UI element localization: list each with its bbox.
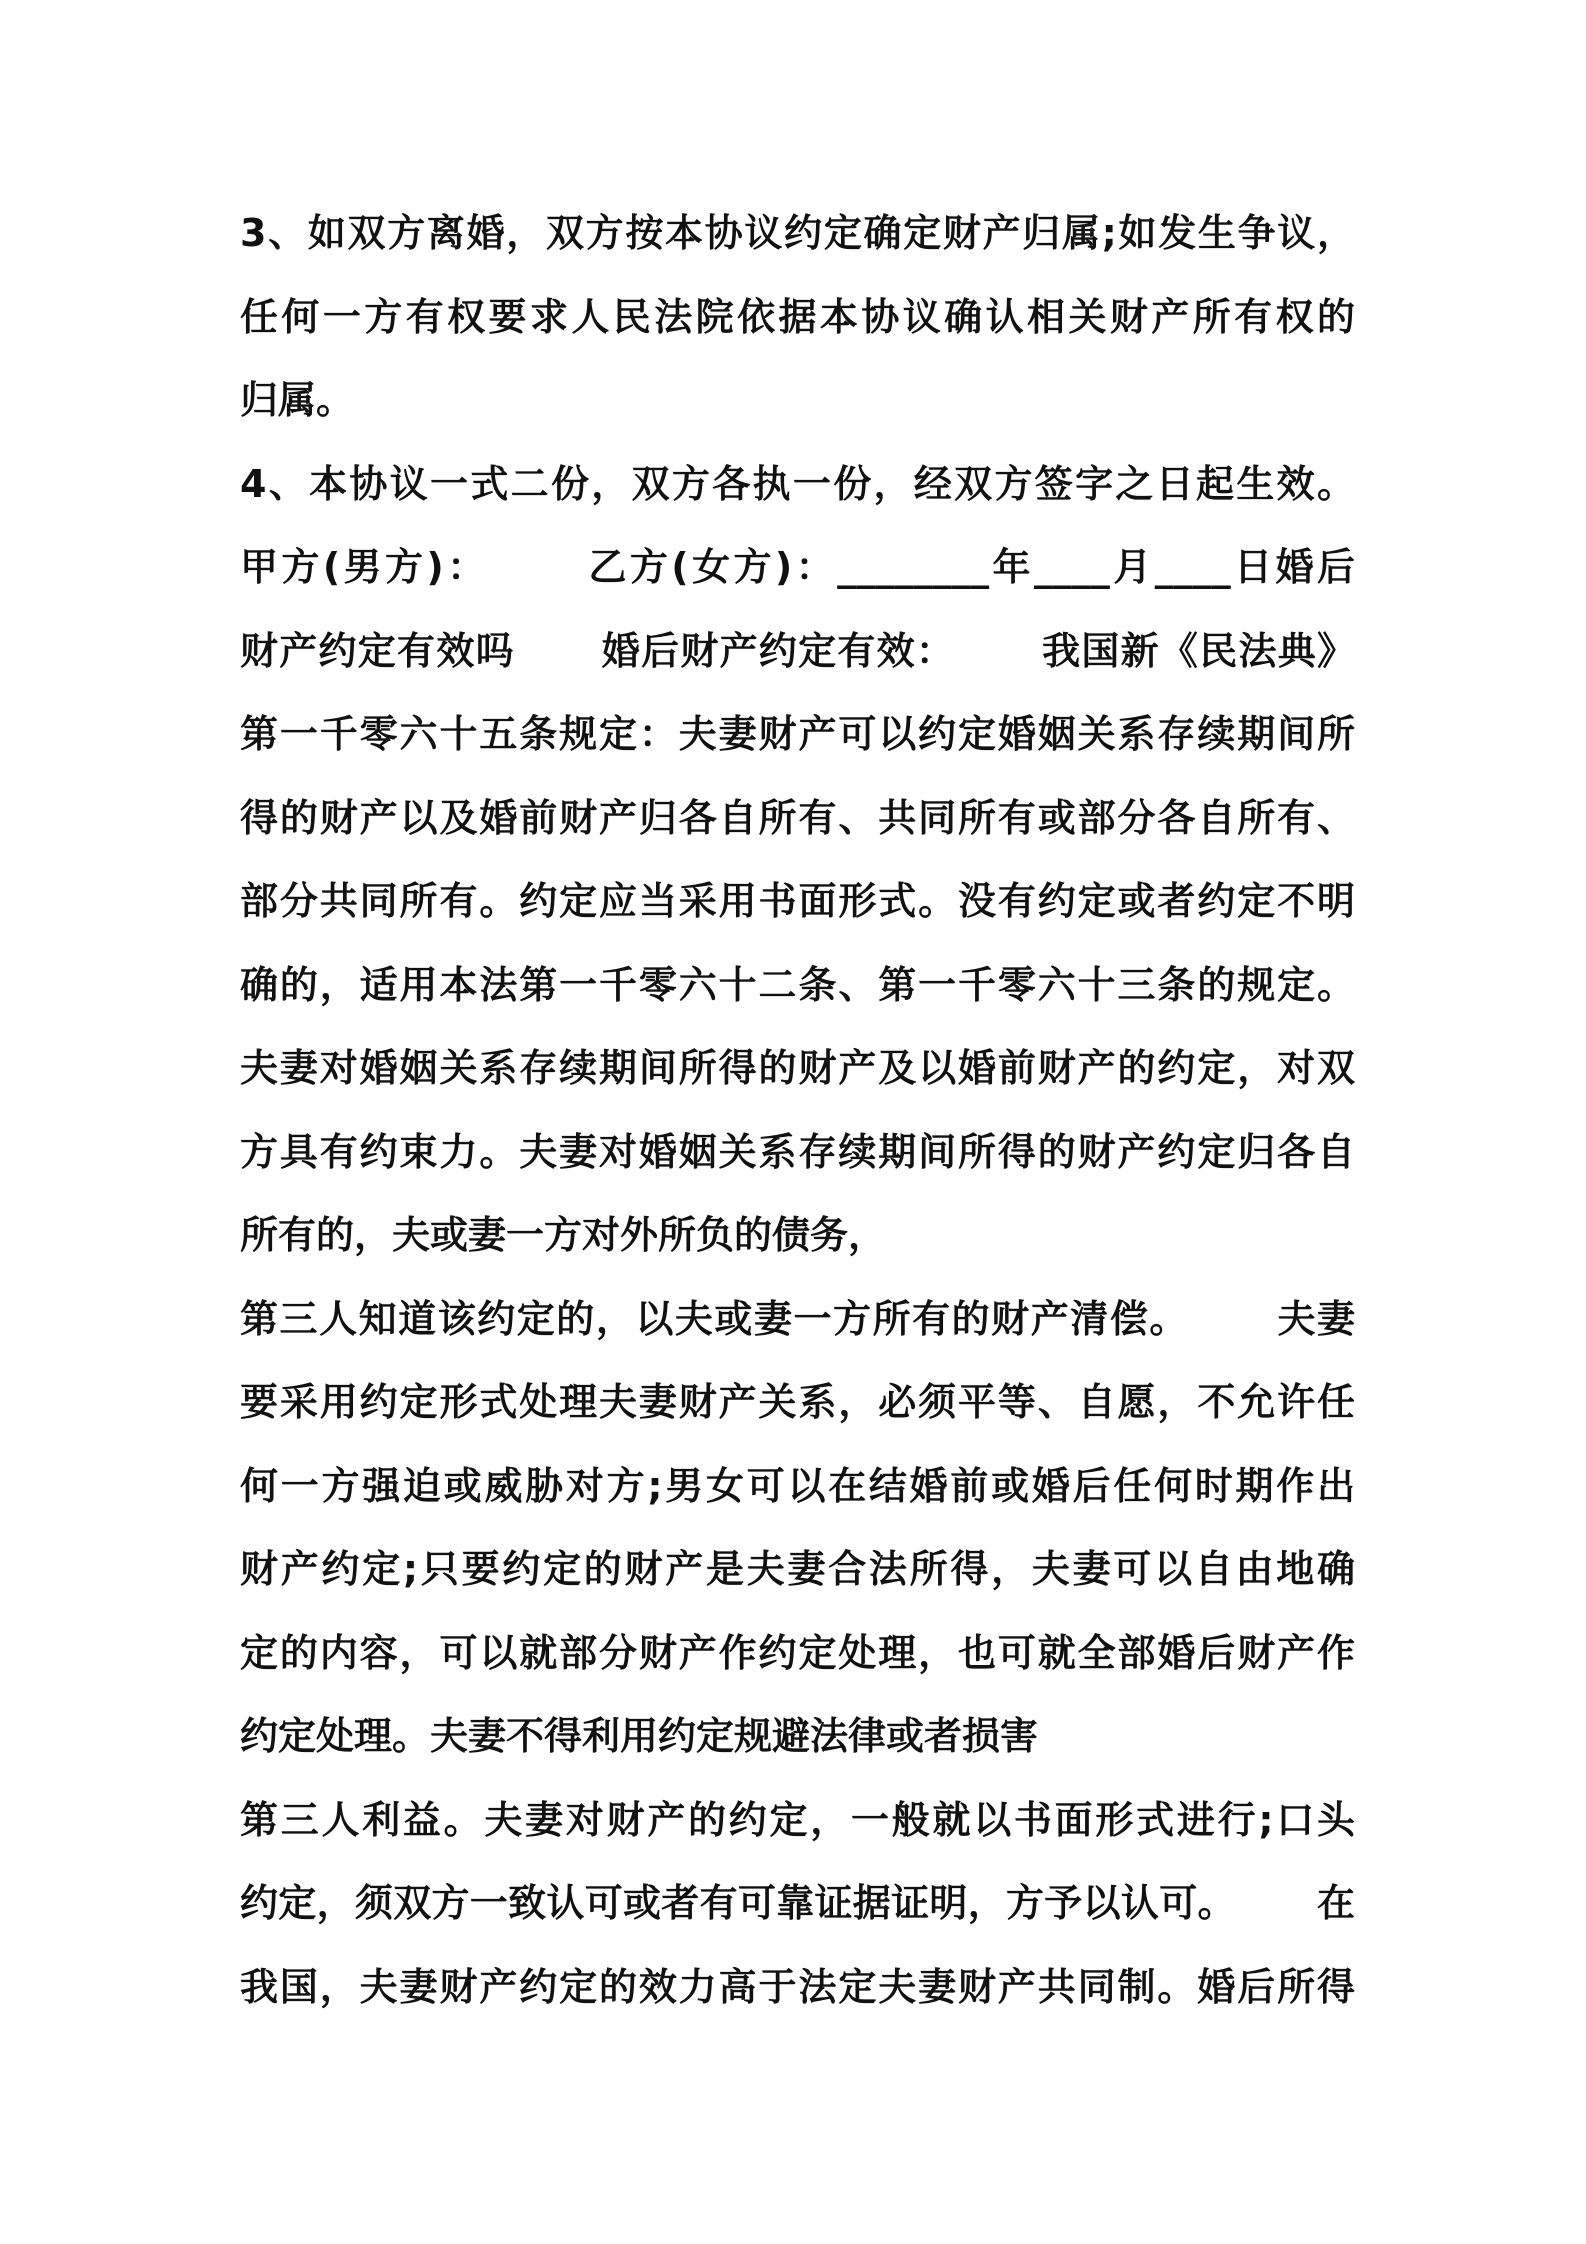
text-line-5: 甲方(男方)： 乙方(女方)：________年____月____日婚后 — [240, 545, 1355, 589]
text-line-19: 约定处理。夫妻不得利用约定规避法律或者损害 — [240, 1714, 1039, 1758]
text-line-18: 定的内容，可以就部分财产作约定处理，也可就全部婚后财产作 — [240, 1630, 1355, 1675]
text-line-6: 财产约定有效吗 婚后财产约定有效： 我国新《民法典》 — [240, 628, 1355, 673]
text-line-10: 确的，适用本法第一千零六十二条、第一千零六十三条的规定。 — [240, 962, 1355, 1007]
text-line-12: 方具有约束力。夫妻对婚姻关系存续期间所得的财产约定归各自 — [240, 1129, 1355, 1174]
body-text — [240, 192, 1355, 2029]
text-line-4: 4、本协议一式二份，双方各执一份，经双方签字之日起生效。 — [240, 461, 1355, 506]
text-line-14: 第三人知道该约定的，以夫或妻一方所有的财产清偿。 夫妻 — [240, 1296, 1355, 1341]
text-line-7: 第一千零六十五条规定：夫妻财产可以约定婚姻关系存续期间所 — [240, 712, 1355, 756]
text-line-21: 约定，须双方一致认可或者有可靠证据证明，方予以认可。 在 — [240, 1881, 1355, 1925]
text-line-3: 归属。 — [240, 378, 355, 422]
text-line-20: 第三人利益。夫妻对财产的约定，一般就以书面形式进行;口头 — [240, 1797, 1355, 1842]
text-line-15: 要采用约定形式处理夫妻财产关系，必须平等、自愿，不允许任 — [240, 1380, 1355, 1424]
text-line-1: 3、如双方离婚，双方按本协议约定确定财产归属;如发生争议， — [240, 211, 1355, 255]
text-line-17: 财产约定;只要约定的财产是夫妻合法所得，夫妻可以自由地确 — [240, 1547, 1355, 1591]
text-line-8: 得的财产以及婚前财产归各自所有、共同所有或部分各自所有、 — [240, 795, 1355, 840]
text-line-2: 任何一方有权要求人民法院依据本协议确认相关财产所有权的 — [240, 294, 1355, 339]
text-line-11: 夫妻对婚姻关系存续期间所得的财产及以婚前财产的约定，对双 — [240, 1046, 1355, 1090]
text-line-13: 所有的，夫或妻一方对外所负的债务， — [240, 1213, 887, 1257]
text-line-16: 何一方强迫或威胁对方;男女可以在结婚前或婚后任何时期作出 — [240, 1463, 1355, 1508]
text-line-22: 我国，夫妻财产约定的效力高于法定夫妻财产共同制。婚后所得 — [240, 1964, 1355, 2009]
text-line-9: 部分共同所有。约定应当采用书面形式。没有约定或者约定不明 — [240, 879, 1355, 923]
